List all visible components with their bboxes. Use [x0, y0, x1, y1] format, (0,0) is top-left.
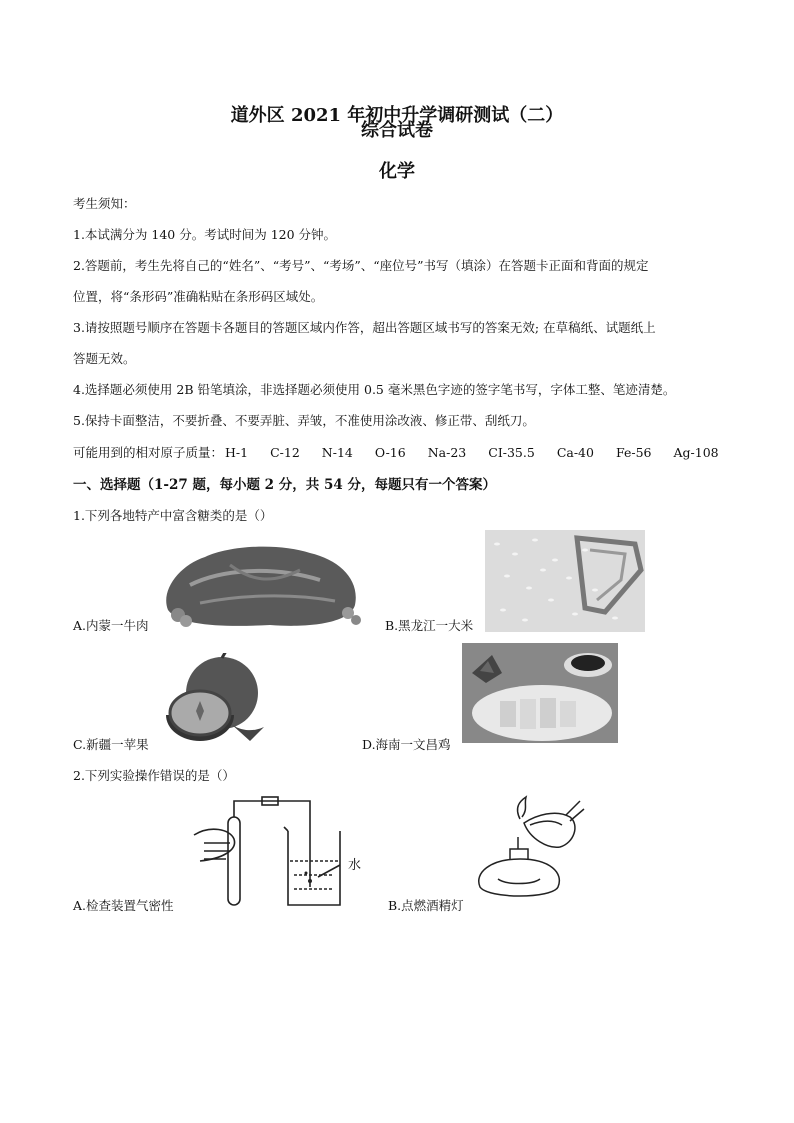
- q1-option-a: A.内蒙一牛肉: [73, 618, 149, 633]
- alcohol-lamp-image: [470, 795, 588, 910]
- atomic-masses-label: 可能用到的相对原子质量：: [73, 445, 224, 460]
- page-subtitle: 综合试卷: [361, 120, 433, 141]
- q1-option-b: B.黑龙江一大米: [385, 618, 474, 633]
- section-1-heading: 一、选择题（1-27 题，每小题 2 分，共 54 分，每题只有一个答案）: [73, 477, 496, 493]
- q2-option-a: A.检查装置气密性: [73, 898, 174, 913]
- airtightness-apparatus-image: [190, 795, 368, 910]
- atomic-masses: [73, 443, 741, 461]
- question-2-stem: 2.下列实验操作错误的是（）: [73, 768, 235, 783]
- q1-option-d: D.海南一文昌鸡: [362, 737, 451, 752]
- rice-image: [485, 530, 645, 632]
- water-label: 水: [348, 858, 362, 873]
- atomic-mass-c: C-12: [270, 445, 300, 460]
- page-title: 道外区 2021 年初中升学调研测试（二）: [230, 105, 564, 126]
- subject-title: 化学: [379, 161, 415, 182]
- q2-option-b: B.点燃酒精灯: [388, 898, 464, 913]
- atomic-mass-na: Na-23: [427, 445, 467, 460]
- notice-item-5: 5.保持卡面整洁，不要折叠、不要弄脏、弄皱，不准使用涂改液、修正带、刮纸刀。: [73, 413, 535, 428]
- notice-heading: 考生须知：: [73, 196, 136, 211]
- notice-item-4: 4.选择题必须使用 2B 铅笔填涂，非选择题必须使用 0.5 毫米黑色字迹的签字笔书写，字体工整、笔迹清楚。: [73, 382, 676, 397]
- atomic-mass-ca: Ca-40: [556, 445, 594, 460]
- q1-option-c: C.新疆一苹果: [73, 737, 149, 752]
- beef-image: [160, 535, 366, 630]
- apple-image: [160, 653, 270, 745]
- atomic-mass-h: H-1: [225, 445, 249, 460]
- chicken-image: [462, 643, 618, 743]
- atomic-mass-o: O-16: [374, 445, 406, 460]
- notice-item-3-line-2: 答题无效。: [73, 351, 136, 366]
- atomic-mass-cl: CI-35.5: [488, 445, 535, 460]
- notice-item-2-line-1: 2.答题前，考生先将自己的“姓名”、“考号”、“考场”、“座位号”书写（填涂）在答题卡正面和背面的规定: [73, 258, 649, 273]
- question-1-stem: 1.下列各地特产中富含糖类的是（）: [73, 508, 273, 523]
- atomic-mass-ag: Ag-108: [673, 445, 719, 460]
- notice-item-1: 1.本试满分为 140 分。考试时间为 120 分钟。: [73, 227, 337, 242]
- atomic-mass-fe: Fe-56: [615, 445, 652, 460]
- notice-item-3-line-1: 3.请按照题号顺序在答题卡各题目的答题区域内作答，超出答题区域书写的答案无效; 在草稿纸、试题纸上: [73, 320, 656, 335]
- notice-item-2-line-2: 位置，将“条形码”准确粘贴在条形码区域处。: [73, 289, 324, 304]
- atomic-mass-n: N-14: [321, 445, 353, 460]
